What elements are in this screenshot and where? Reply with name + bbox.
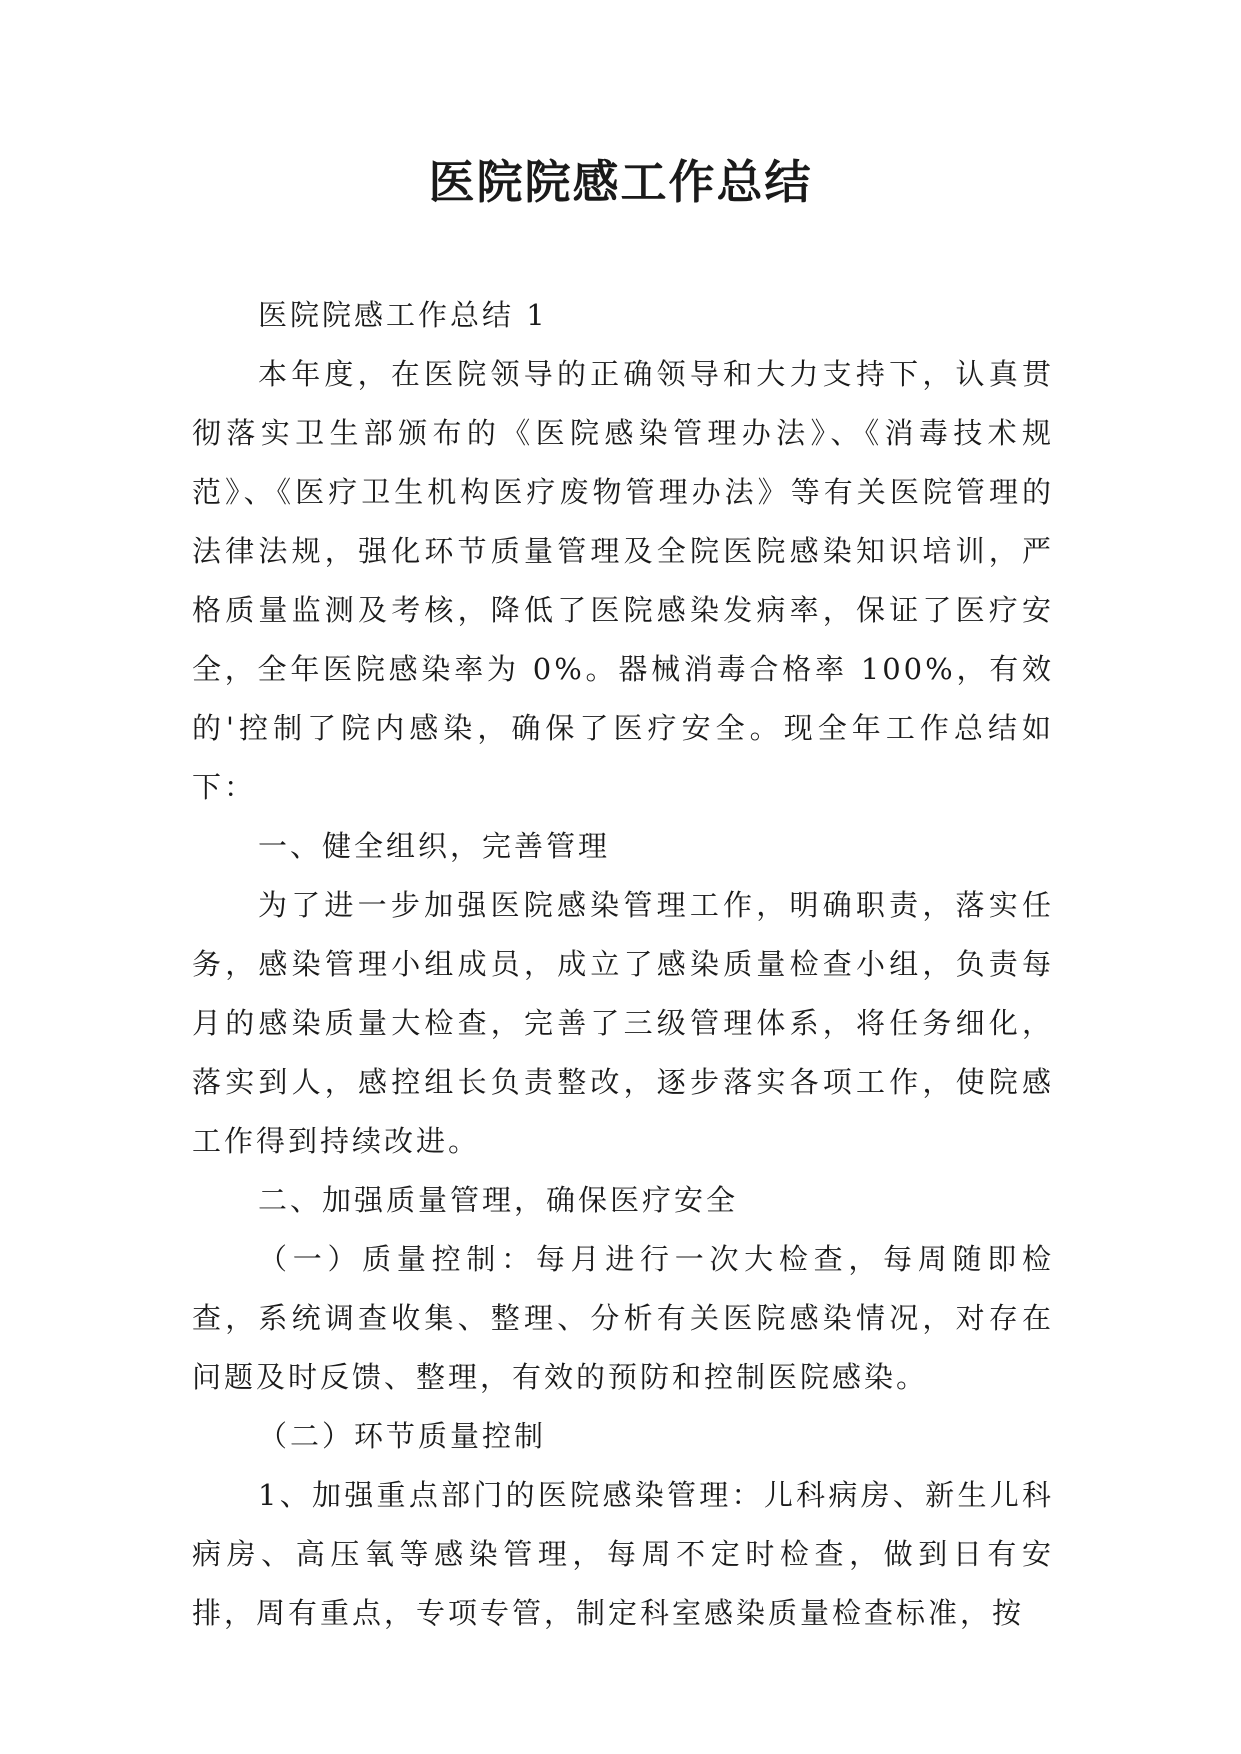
- section-heading-1: 一、健全组织，完善管理: [258, 829, 611, 863]
- paragraph-organization: 为了进一步加强医院感染管理工作，明确职责，落实任务，感染管理小组成员，成立了感染质量检查小组，负责每月的感染质量大检查，完善了三级管理体系，将任务细化，落实到人，感控组长负责整改，逐步落实各项工作，使院感工作得到持续改进。: [192, 888, 1054, 1158]
- section-heading-2: 二、加强质量管理，确保医疗安全: [258, 1183, 739, 1217]
- paragraph-intro: 本年度，在医院领导的正确领导和大力支持下，认真贯彻落实卫生部颁布的《医院感染管理办法》、《消毒技术规范》、《医疗卫生机构医疗废物管理办法》等有关医院管理的法律法规，强化环节质量管理及全院医院感染知识培训，严格质量监测及考核，降低了医院感染发病率，保证了医疗安全，全年医院感染率为 0%。器械消毒合格率 100%，有效的'控制了院内感染，确保了医疗安全。现全年工作总结如下：: [192, 357, 1054, 804]
- subsection-heading-link-control: （二）环节质量控制: [258, 1419, 547, 1453]
- paragraph-key-departments: 1、加强重点部门的医院感染管理：儿科病房、新生儿科病房、高压氧等感染管理，每周不定时检查，做到日有安排，周有重点，专项专管，制定科室感染质量检查标准，按: [192, 1478, 1054, 1630]
- section-subtitle: 医院院感工作总结 1: [258, 298, 548, 332]
- paragraph-quality-control: （一）质量控制：每月进行一次大检查，每周随即检查，系统调查收集、整理、分析有关医院感染情况，对存在问题及时反馈、整理，有效的预防和控制医院感染。: [192, 1242, 1054, 1394]
- document-title: 医院院感工作总结: [428, 155, 813, 209]
- document-body: [192, 286, 1054, 1643]
